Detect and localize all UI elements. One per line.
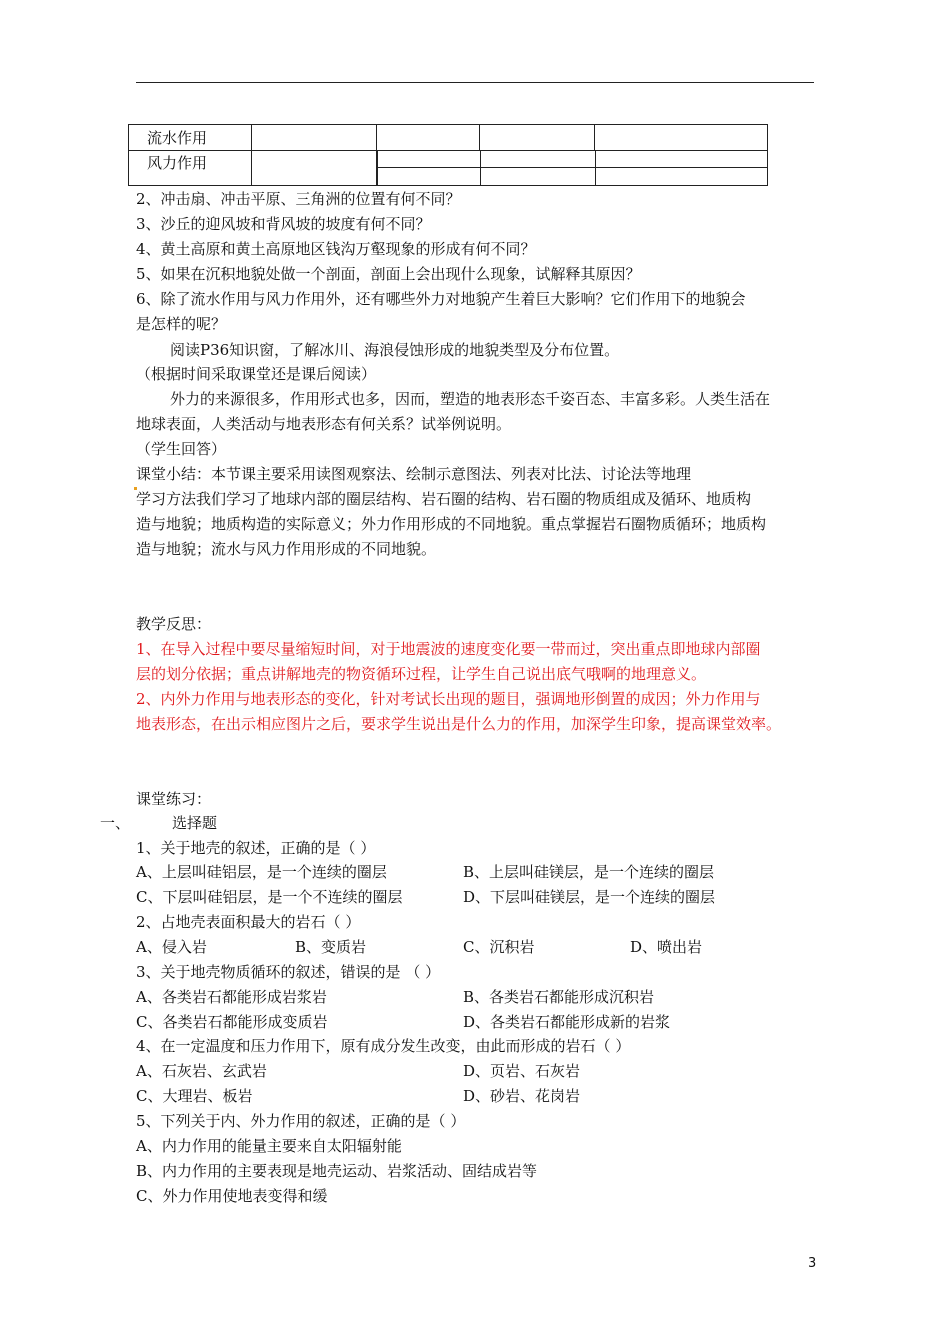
- option-c: C、下层叫硅铝层，是一个不连续的圈层: [136, 888, 403, 906]
- option-b: B、上层叫硅镁层，是一个连续的圈层: [463, 863, 715, 881]
- question-line: 5、如果在沉积地貌处做一个剖面，剖面上会出现什么现象，试解释其原因？: [136, 265, 641, 283]
- option-a: A、石灰岩、玄武岩: [136, 1062, 267, 1080]
- reflection-line: 2、内外力作用与地表形态的变化，针对考试长出现的题目，强调地形倒置的成因；外力作用与: [136, 690, 761, 708]
- question-line: 3、沙丘的迎风坡和背风坡的坡度有何不同？: [136, 215, 431, 233]
- landform-table: [128, 124, 768, 186]
- table-cell: [252, 125, 377, 151]
- table-row: [129, 125, 768, 151]
- discussion-line: 外力的来源很多，作用形式也多，因而，塑造的地表形态千姿百态、丰富多彩。人类生活在: [170, 390, 771, 408]
- summary-line: 学习方法我们学习了地球内部的圈层结构、岩石圈的结构、岩石圈的物质组成及循环、地质构: [136, 490, 752, 508]
- option-d: D、各类岩石都能形成新的岩浆: [463, 1013, 671, 1031]
- option-d: D、页岩、石灰岩: [463, 1062, 581, 1080]
- reading-note: （根据时间采取课堂还是课后阅读）: [136, 365, 377, 383]
- question-line: 6、除了流水作用与风力作用外，还有哪些外力对地貌产生着巨大影响？它们作用下的地貌会: [136, 290, 746, 308]
- table-cell: [595, 125, 768, 151]
- question-line: 4、黄土高原和黄土高原地区钱沟万壑现象的形成有何不同？: [136, 240, 536, 258]
- option-c: C、各类岩石都能形成变质岩: [136, 1013, 328, 1031]
- table-subgrid: [377, 151, 768, 186]
- summary-line: 造与地貌；地质构造的实际意义；外力作用形成的不同地貌。重点掌握岩石圈物质循环；地质构: [136, 515, 767, 533]
- option-b: B、变质岩: [295, 938, 367, 956]
- option-d: D、下层叫硅镁层，是一个连续的圈层: [463, 888, 716, 906]
- table-subgrid-inner: [377, 151, 768, 186]
- reading-instruction: 阅读P36知识窗，了解冰川、海浪侵蚀形成的地貌类型及分布位置。: [170, 341, 620, 359]
- table-row: [129, 151, 768, 186]
- exercise-title: 课堂练习：: [136, 790, 212, 808]
- question-stem: 3、关于地壳物质循环的叙述，错误的是 （ ）: [136, 963, 441, 981]
- question-stem: 1、关于地壳的叙述，正确的是（ ）: [136, 839, 376, 857]
- option-a: A、上层叫硅铝层，是一个连续的圈层: [136, 863, 387, 881]
- question-stem: 5、下列关于内、外力作用的叙述，正确的是（ ）: [136, 1112, 466, 1130]
- header-rule: [136, 82, 814, 83]
- option-a: A、侵入岩: [136, 938, 207, 956]
- table-cell: [377, 125, 480, 151]
- question-stem: 2、占地壳表面积最大的岩石（ ）: [136, 913, 361, 931]
- question-line: 是怎样的呢？: [136, 315, 227, 333]
- page-number: 3: [808, 1256, 817, 1271]
- summary-line: 造与地貌；流水与风力作用形成的不同地貌。: [136, 540, 437, 558]
- table-row-label: 风力作用: [129, 151, 252, 186]
- option-a: A、内力作用的能量主要来自太阳辐射能: [136, 1137, 402, 1155]
- option-c: C、外力作用使地表变得和缓: [136, 1187, 328, 1205]
- option-c: C、大理岩、板岩: [136, 1087, 253, 1105]
- table-row-label: 流水作用: [129, 125, 252, 151]
- section-number: 一、: [100, 814, 131, 832]
- summary-line: 课堂小结：本节课主要采用读图观察法、绘制示意图法、列表对比法、讨论法等地理: [136, 465, 692, 483]
- reflection-title: 教学反思：: [136, 615, 212, 633]
- reflection-line: 地表形态，在出示相应图片之后，要求学生说出是什么力的作用，加深学生印象，提高课堂效率。: [136, 715, 782, 733]
- question-line: 2、冲击扇、冲击平原、三角洲的位置有何不同？: [136, 190, 461, 208]
- option-d: D、砂岩、花岗岩: [463, 1087, 581, 1105]
- option-c: C、沉积岩: [463, 938, 535, 956]
- option-d: D、喷出岩: [630, 938, 703, 956]
- student-answer: （学生回答）: [136, 440, 227, 458]
- table-cell: [252, 151, 377, 186]
- section-label: 选择题: [172, 814, 218, 832]
- reflection-line: 层的划分依据；重点讲解地壳的物资循环过程，让学生自己说出底气哦啊的地理意义。: [136, 665, 707, 683]
- option-a: A、各类岩石都能形成岩浆岩: [136, 988, 327, 1006]
- reflection-line: 1、在导入过程中要尽量缩短时间，对于地震波的速度变化要一带而过，突出重点即地球内部圈: [136, 640, 761, 658]
- discussion-line: 地球表面，人类活动与地表形态有何关系？试举例说明。: [136, 415, 512, 433]
- question-stem: 4、在一定温度和压力作用下，原有成分发生改变，由此而形成的岩石（ ）: [136, 1037, 631, 1055]
- option-b: B、内力作用的主要表现是地壳运动、岩浆活动、固结成岩等: [136, 1162, 538, 1180]
- option-b: B、各类岩石都能形成沉积岩: [463, 988, 655, 1006]
- table-cell: [480, 125, 595, 151]
